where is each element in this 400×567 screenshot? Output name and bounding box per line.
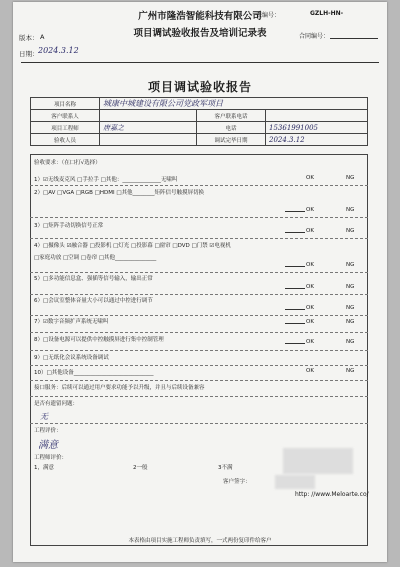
item-8-ng: NG: [346, 339, 355, 345]
customer-phone-value: [266, 110, 368, 122]
checklist-item-6: 6）□会议室整体音量大小可以通过中控进行调节: [34, 298, 153, 304]
engineer-value: 唐嘉之: [100, 122, 197, 134]
item-2-arrow: [285, 211, 305, 212]
info-table: [30, 97, 368, 146]
customer-contact-label: 客户联系人: [31, 110, 100, 122]
checklist-item-1: 1）☑无线麦克风 □手拉手 □其他：______________无啸叫: [34, 177, 178, 183]
checklist-item-10: 10）□其他设备_____________________________: [34, 370, 154, 376]
form-no-label: 表编号：: [256, 12, 281, 19]
form-no: GZLH-HN-: [310, 10, 344, 17]
item-7-ng: NG: [346, 319, 355, 325]
redacted-area: [283, 448, 353, 474]
rating-2: 2一般: [133, 465, 148, 471]
checklist-item-4a: 4）□摄像头 ☑融合器 □投影机 □灯光 □投影幕 □窗帘 □DVD □门禁 ☑电视机: [34, 243, 231, 249]
item-5-ok: OK: [306, 284, 314, 290]
item-3-ng: NG: [346, 228, 355, 234]
engineer-label: 项目工程师: [31, 122, 100, 134]
rating-3: 3不满: [218, 465, 233, 471]
checklist-item-5: 5）□多功能信息盒、强插等信号输入，输出正常: [34, 276, 153, 282]
engineer-eval-value: 满意: [38, 440, 58, 451]
item-6-ok: OK: [306, 305, 314, 311]
divider: [30, 315, 368, 316]
item-3-arrow: [285, 232, 305, 233]
item-10-ok: OK: [306, 368, 314, 374]
version-value: A: [40, 33, 45, 41]
date-value: 2024.3.12: [38, 46, 79, 55]
divider: [30, 294, 368, 295]
date-label: 日期：: [19, 50, 39, 58]
rating-1: 1，满意: [34, 465, 54, 471]
customer-contact-value: [100, 110, 197, 122]
item-4-ok: OK: [306, 262, 314, 268]
report-sheet: [13, 2, 387, 562]
engineer-eval-label: 工程评价：: [34, 428, 62, 434]
finish-date-value: 2024.3.12: [266, 134, 368, 146]
redacted-area: [275, 475, 315, 489]
issues-label: 是否有遗留问题：: [34, 401, 79, 407]
item-5-ng: NG: [346, 284, 355, 290]
checklist-item-4b: □家庭功放 □空调 □卷帘 □其他_______________: [34, 255, 157, 261]
contract-label: 合同编号：: [299, 33, 330, 40]
checklist-item-7: 7）☑数字音频扩声系统无啸叫: [34, 319, 109, 325]
checklist-item-9: 9）□无纸化会议系统设备调试: [34, 355, 109, 361]
acceptor-value: [100, 134, 197, 146]
divider: [30, 272, 368, 273]
item-7-arrow: [285, 323, 305, 324]
divider: [30, 217, 368, 218]
checklist-item-8: 8）□设备电源可以提供中控触摸屏进行集中控制管理: [34, 337, 164, 343]
item-10-ng: NG: [346, 368, 355, 374]
website-text: http: //www.Meloarte.co/: [295, 491, 369, 498]
item-4-ng: NG: [346, 262, 355, 268]
item-2-ok: OK: [306, 207, 314, 213]
item-8-ok: OK: [306, 339, 314, 345]
divider: [30, 380, 368, 381]
company-name: 广州市隆浩智能科技有限公司: [138, 11, 262, 22]
customer-sign-label: 客户签字：: [223, 479, 251, 485]
report-title: 项目调试验收报告: [147, 80, 252, 94]
item-2-ng: NG: [346, 207, 355, 213]
document-title: 项目调试验收报告及培训记录表: [133, 28, 267, 39]
item-6-ng: NG: [346, 305, 355, 311]
divider: [30, 238, 368, 239]
item-7-ok: OK: [306, 319, 314, 325]
item-1-ng: NG: [346, 175, 355, 181]
item-5-arrow: [285, 288, 305, 289]
header-rule: [21, 62, 379, 63]
footer-note: 本表格由项目实施工程师负责填写，一式两份复印件给客户: [128, 538, 272, 544]
checklist-heading: 验收要求：（在口打√选择）: [34, 160, 101, 166]
phone-label: 电话: [197, 122, 266, 134]
divider: [30, 332, 368, 333]
item-4-arrow: [285, 266, 305, 267]
checklist-item-3: 3）□矩阵手动切换信号正常: [34, 223, 104, 229]
finish-date-label: 调试完毕日期: [197, 134, 266, 146]
contract-underline: [330, 38, 378, 39]
interface-service-text: 接口服务：后续可以通过用户要求功能予以升级，并且与后续设备兼容: [34, 385, 205, 391]
version-label: 版本：: [19, 34, 39, 42]
divider: [30, 396, 368, 397]
divider: [30, 365, 368, 366]
item-3-ok: OK: [306, 228, 314, 234]
phone-value: 15361991005: [266, 122, 368, 134]
item-1-ok: OK: [306, 175, 314, 181]
divider: [30, 185, 368, 186]
customer-phone-label: 客户联系电话: [197, 110, 266, 122]
item-8-arrow: [285, 343, 305, 344]
engineer-rating-label: 工程师评价：: [34, 455, 68, 461]
divider: [30, 423, 368, 424]
checklist-item-2: 2）□AV □VGA □RGB □HDMI □其他________矩阵信号触摸屏切换: [34, 190, 205, 196]
divider: [30, 350, 368, 351]
acceptor-label: 验收人员: [31, 134, 100, 146]
issues-value: 无: [40, 412, 48, 421]
project-name-label: 项目名称: [31, 98, 100, 110]
item-6-arrow: [285, 309, 305, 310]
project-name-value: 城康中城建设有限公司党政军项目: [100, 98, 368, 110]
